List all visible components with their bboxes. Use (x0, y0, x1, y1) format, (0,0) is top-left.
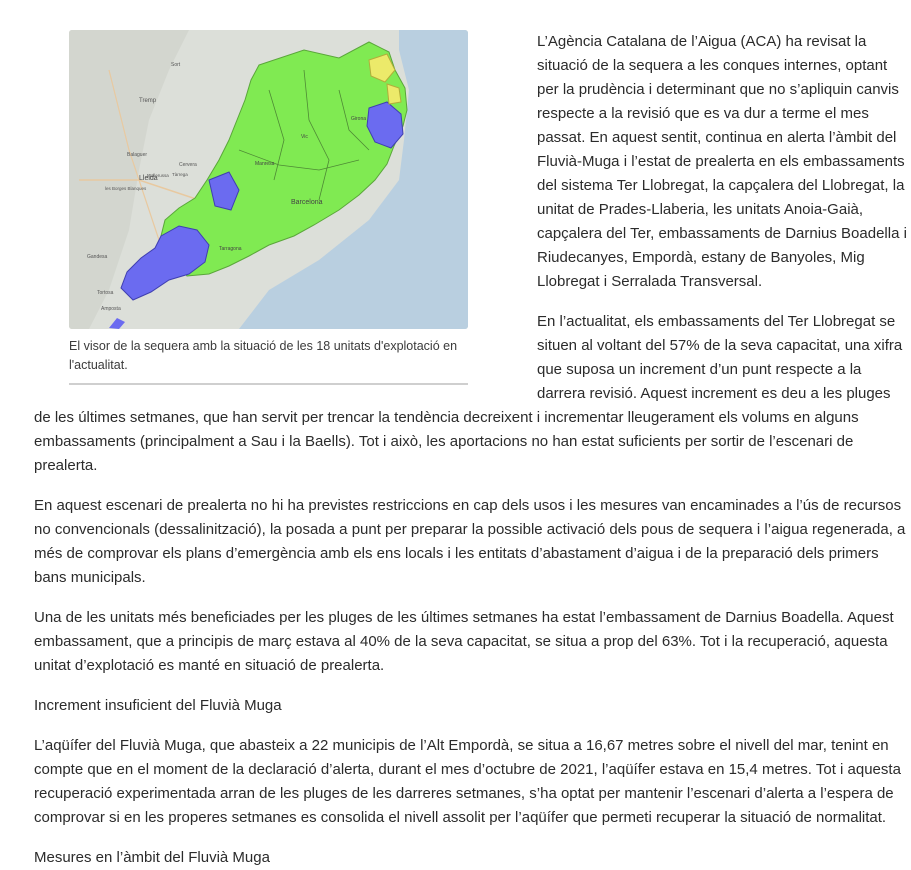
map-label-vic: Vic (301, 134, 308, 140)
paragraph-reservoirs: En l’actualitat, els embassaments del Ter Llobregat se situen al voltant del 57% de la seva capacitat, una xifra que suposa un increment d’un punt respecte a la darrera revisió. Aquest increment es deu a les pluges de les últimes setmanes, que han servit per trencar la tendència decreixent i incrementar lleugerament els volums en alguns embassaments (principalment a Sau i la Baells). Tot i això, les aportacions no han estat suficients per sortir de l’escenari de prealerta. (34, 313, 903, 474)
section-heading-increment: Increment insuficient del Fluvià Muga (34, 697, 282, 714)
paragraph-prealert-measures: En aquest escenari de prealerta no hi ha previstes restriccions en cap dels usos i les mesures van encaminades a l’ús de recursos no convencionals (dessalinització), la posada a punt per preparar la possible activació dels pous de sequera i l’aigua regenerada, a més de comprovar els plans d’emergència amb els ens locals i les entitats d’abastament d’aigua i de la preparació dels primers bans municipals. (34, 497, 906, 586)
map-label-tarrega: Tàrrega (172, 172, 188, 177)
map-label-tortosa: Tortosa (97, 290, 114, 296)
paragraph-aquifer: L’aqüífer del Fluvià Muga, que abasteix a 22 municipis de l’Alt Empordà, se situa a 16,67 metres sobre el nivell del mar, tenint en compte que en el moment de la declaració d’alerta, durant el mes d’octubre de 2021, l’aqüífer estava en 15,4 metres. Tot i aquesta recuperació experimentada arran de les pluges de les darreres setmanes, s’ha optat per mantenir l’escenari d’alerta a l’espera de comprovar si en les properes setmanes es consolida el nivell assolit per l’aqüífer que permeti recuperar la situació de normalitat. (34, 737, 901, 826)
map-label-tremp: Tremp (139, 98, 157, 104)
drought-map-image[interactable] (69, 30, 468, 329)
map-label-amposta: Amposta (101, 306, 121, 312)
map-label-cervera: Cervera (179, 162, 197, 168)
figure-caption: El visor de la sequera amb la situació de les 18 unitats d'explotació en l'actualitat. (69, 337, 468, 385)
paragraph-darnius-boadella: Una de les unitats més beneficiades per les pluges de les últimes setmanes ha estat l’embassament de Darnius Boadella. Aquest embassament, que a principis de març estava al 40% de la seva capacitat, se situa a prop del 63%. Tot i la recuperació, aquesta unitat d’explotació es manté en situació de prealerta. (34, 609, 894, 674)
map-label-sort: Sort (171, 62, 181, 68)
section-heading-measures: Mesures en l’àmbit del Fluvià Muga (34, 849, 270, 866)
map-figure (69, 30, 537, 385)
map-label-tarragona: Tarragona (219, 246, 242, 252)
map-label-borges: les Borges Blanques (105, 186, 147, 191)
map-label-manresa: Manresa (255, 161, 275, 167)
article-body (34, 0, 911, 870)
map-label-lleida: Lleida (139, 175, 158, 182)
map-label-mollerussa: Mollerussa (147, 173, 169, 178)
map-label-balaguer: Balaguer (127, 152, 148, 158)
map-label-barcelona: Barcelona (291, 199, 323, 206)
map-label-gandesa: Gandesa (87, 254, 108, 260)
map-label-girona: Girona (351, 116, 367, 122)
paragraph-intro: L’Agència Catalana de l’Aigua (ACA) ha revisat la situació de la sequera a les conques internes, optant per la prudència i determinant que no s’apliquin canvis respecte a la revisió que es va dur a terme el mes passat. En aquest sentit, continua en alerta l’àmbit del Fluvià-Muga i l’estat de prealerta en els embassaments del sistema Ter Llobregat, la capçalera del Llobregat, la unitat de Prades-Llaberia, les unitats Anoia-Gaià, capçalera del Ter, embassaments de Darnius Boadella i Riudecanyes, Empordà, estany de Banyoles, Mig Llobregat i Serralada Transversal. (537, 33, 907, 290)
